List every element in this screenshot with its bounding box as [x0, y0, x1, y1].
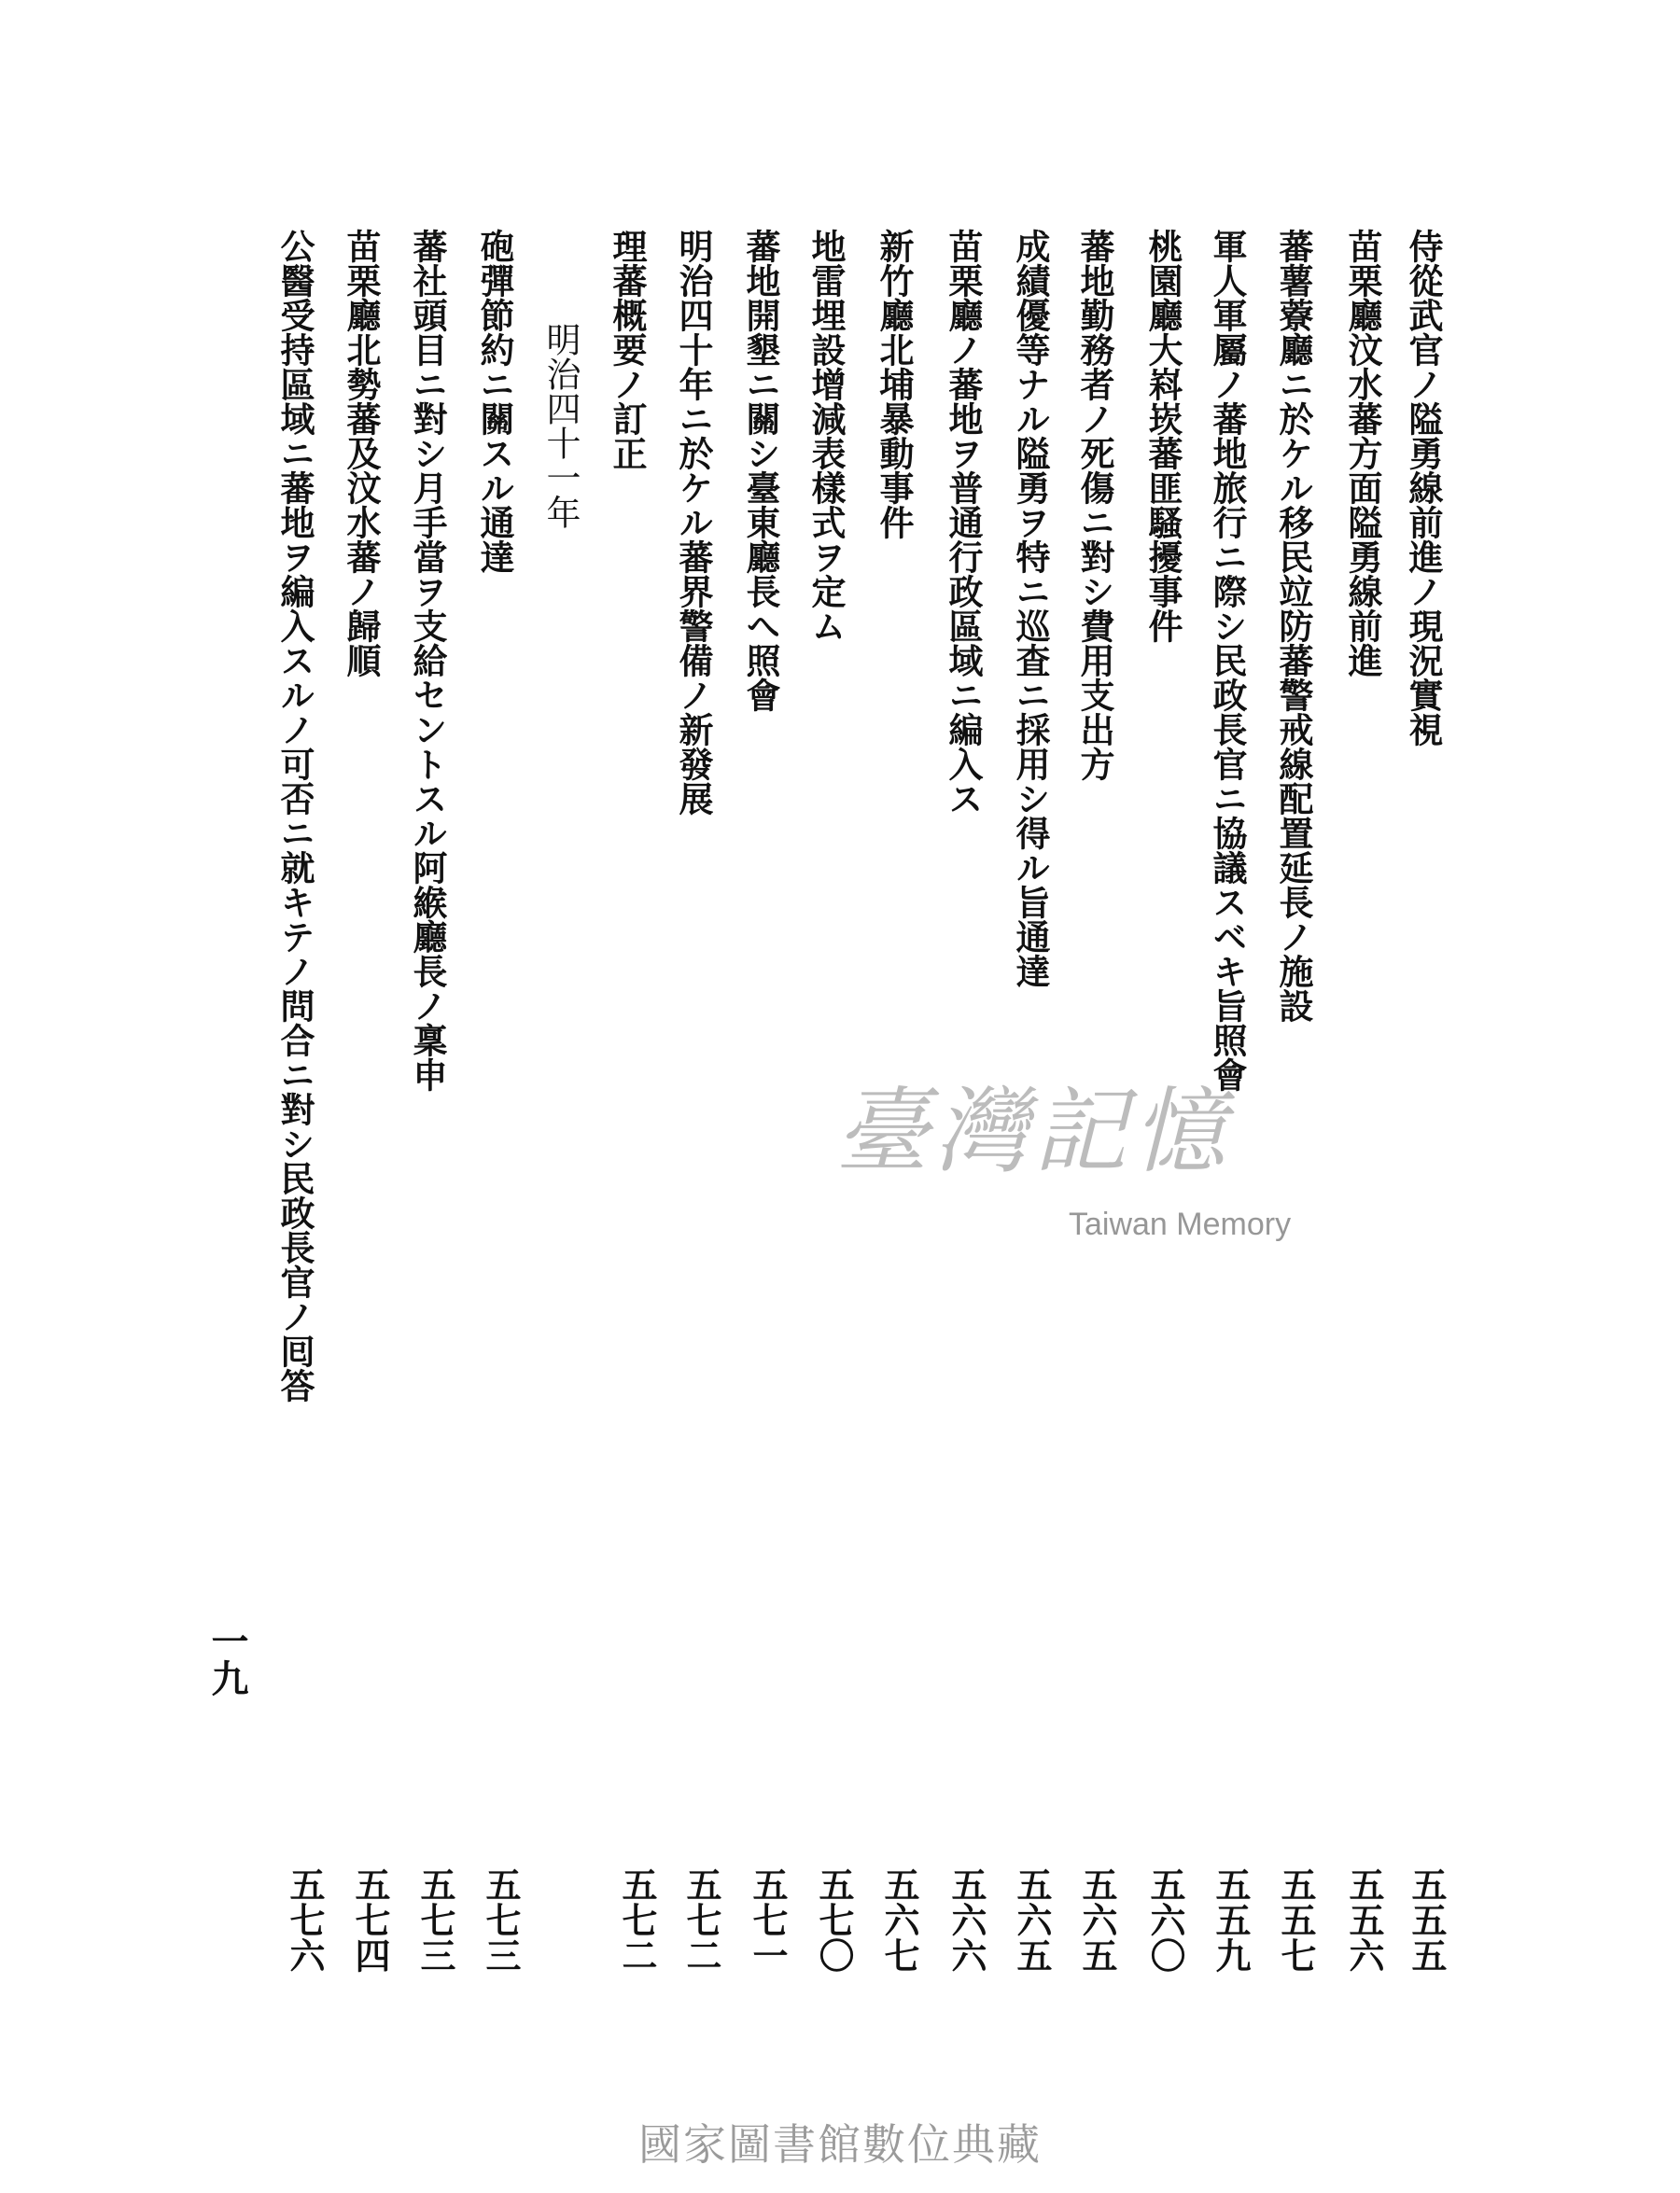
entry-title: 公醫受持區域ニ蕃地ヲ編入スルノ可否ニ就キテノ問合ニ對シ民政長官ノ囘答	[274, 229, 315, 1403]
watermark-title: 臺灣記憶	[835, 1077, 1231, 1186]
watermark-logo	[835, 1077, 1321, 1258]
entry-page-number: 五五六	[1343, 1866, 1385, 1973]
entry-title: 成績優等ナル隘勇ヲ特ニ巡査ニ採用シ得ル旨通達	[1010, 229, 1051, 988]
entry-title: 理蕃概要ノ訂正	[607, 229, 648, 470]
entry-page-number: 五七三	[414, 1866, 456, 1973]
entry-page-number: 五六七	[878, 1866, 920, 1973]
entry-title: 蕃地勤務者ノ死傷ニ對シ費用支出方	[1074, 229, 1115, 781]
entry-page-number: 五七四	[349, 1866, 391, 1973]
entry-page-number: 五六〇	[1144, 1866, 1186, 1973]
watermark-subtitle: Taiwan Memory	[1069, 1207, 1292, 1242]
entry-page-number: 五五九	[1210, 1866, 1252, 1973]
entry-title: 明治四十年ニ於ケル蕃界警備ノ新發展	[673, 229, 714, 816]
entry-title: 軍人軍屬ノ蕃地旅行ニ際シ民政長官ニ協議スベキ旨照會	[1207, 229, 1248, 1092]
entry-page-number: 五七二	[680, 1866, 722, 1973]
folio-number: 一九	[205, 1622, 249, 1697]
entry-page-number: 五六五	[1076, 1866, 1118, 1973]
year-heading: 明治四十一年	[540, 322, 581, 529]
entry-page-number: 五七〇	[813, 1866, 855, 1973]
entry-title: 蕃社頭目ニ對シ月手當ヲ支給セントスル阿緱廳長ノ稟申	[407, 229, 448, 1092]
entry-page-number: 五六五	[1011, 1866, 1053, 1973]
entry-page-number: 五七一	[747, 1866, 789, 1973]
entry-page-number: 五七六	[284, 1866, 326, 1973]
entry-title: 苗栗廳北勢蕃及汶水蕃ノ歸順	[341, 229, 382, 677]
entry-page-number: 五六六	[945, 1866, 987, 1973]
entry-title: 侍從武官ノ隘勇線前進ノ現況實視	[1403, 229, 1444, 747]
entry-title: 桃園廳大嵙崁蕃匪騷擾事件	[1142, 229, 1183, 643]
entry-title: 蕃薯藔廳ニ於ケル移民竝防蕃警戒線配置延長ノ施設	[1273, 229, 1314, 1023]
footer-credit: 國家圖書館數位典藏	[638, 2119, 1042, 2170]
entry-title: 砲彈節約ニ關スル通達	[474, 229, 515, 574]
entry-title: 苗栗廳汶水蕃方面隘勇線前進	[1342, 229, 1383, 677]
entry-title: 地雷埋設增減表樣式ヲ定ム	[805, 229, 847, 643]
entry-page-number: 五七三	[480, 1866, 522, 1973]
entry-title: 新竹廳北埔暴動事件	[874, 229, 915, 539]
entry-page-number: 五七二	[616, 1866, 658, 1973]
entry-page-number: 五五五	[1406, 1866, 1448, 1973]
entry-page-number: 五五七	[1275, 1866, 1317, 1973]
entry-title: 蕃地開墾ニ關シ臺東廳長へ照會	[740, 229, 781, 712]
entry-title: 苗栗廳ノ蕃地ヲ普通行政區域ニ編入ス	[943, 229, 984, 816]
